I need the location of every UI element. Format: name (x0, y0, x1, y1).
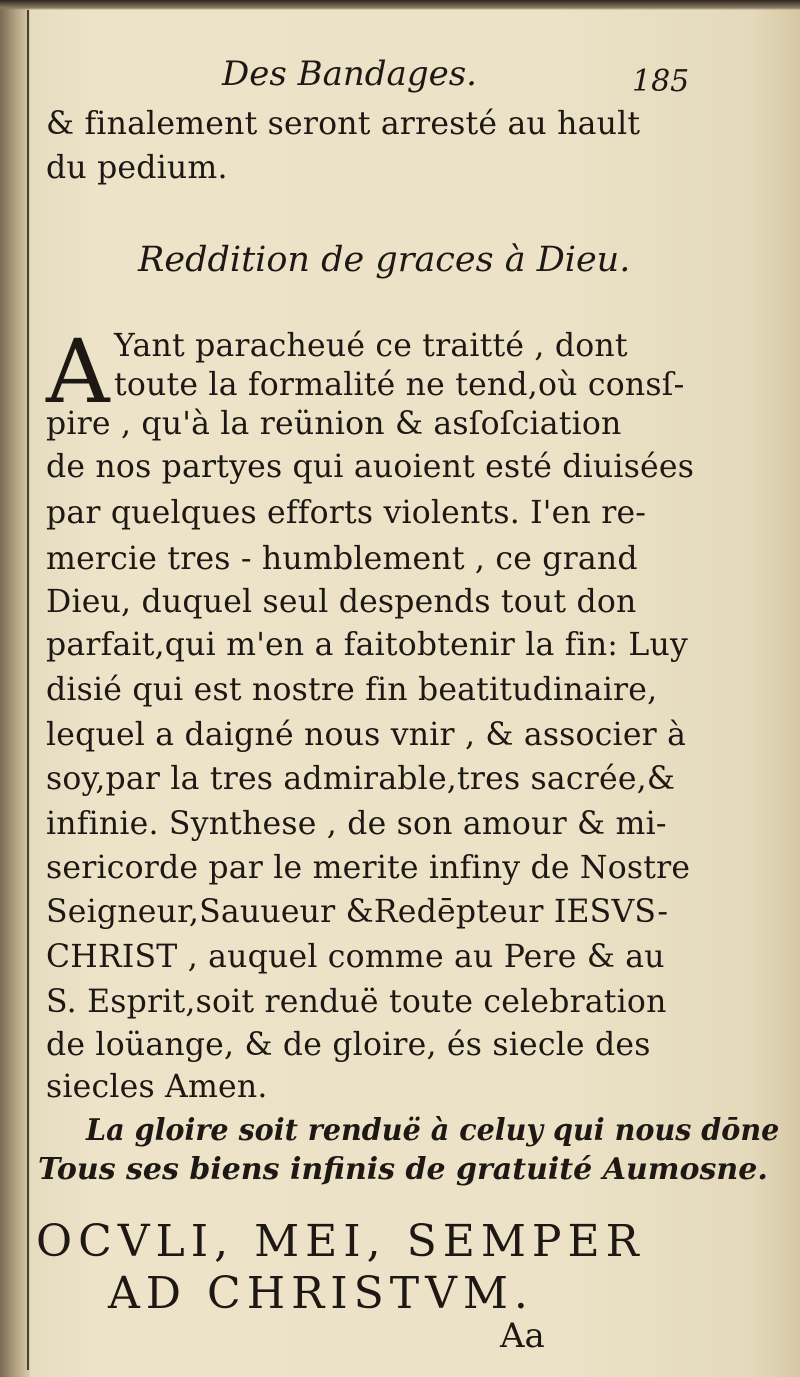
running-head: Des Bandages. (222, 54, 477, 94)
paragraph-line: sericorde par le merite infiny de Nostre (46, 850, 691, 886)
paragraph-line: Seigneur,Sauueur &Redēpteur IESVS- (46, 894, 669, 930)
paragraph-line: mercie tres - humblement , ce grand (46, 541, 638, 577)
paragraph-line: lequel a daigné nous vnir , & associer à (46, 717, 687, 753)
paragraph-line: toute la formalité ne tend,où consſ- (114, 367, 685, 403)
drop-cap: A (46, 320, 110, 423)
paragraph-line: de nos partyes qui auoient esté diuisées (46, 449, 695, 485)
paragraph-line: infinie. Synthese , de son amour & mi- (46, 806, 667, 842)
motto-line-1: OCVLI, MEI, SEMPER (36, 1216, 645, 1267)
paragraph-line: Yant paracheué ce traitté , dont (114, 328, 628, 364)
binding-gutter (0, 0, 30, 1377)
paragraph-line: S. Esprit,soit renduë toute celebration (46, 984, 667, 1020)
paragraph-line: disié qui est nostre fin beatitudinaire, (46, 672, 658, 708)
paragraph-line: siecles Amen. (46, 1069, 268, 1105)
paragraph-line: par quelques efforts violents. I'en re- (46, 495, 647, 531)
motto-line-2: AD CHRISTVM. (108, 1268, 534, 1319)
paragraph-line: soy,par la tres admirable,tres sacrée,& (46, 761, 676, 797)
page-top-shadow (0, 0, 800, 10)
maxim-line-2: Tous ses biens infinis de gratuité Aumosne. (38, 1152, 768, 1187)
paragraph-line: CHRIST , auquel comme au Pere & au (46, 939, 665, 975)
maxim-line-1: La gloire soit renduë à celuy qui nous dōne (86, 1113, 780, 1148)
paragraph-line: de loüange, & de gloire, és siecle des (46, 1027, 651, 1063)
continuation-line-2: du pedium. (46, 150, 228, 186)
section-title: Reddition de graces à Dieu. (138, 240, 631, 280)
page-edge-line (27, 10, 29, 1370)
paragraph-line: pire , qu'à la reünion & asſoſciation (46, 406, 622, 442)
continuation-line-1: & finalement seront arresté au hault (46, 106, 641, 142)
catchword: Aa (500, 1316, 545, 1356)
paragraph-line: Dieu, duquel seul despends tout don (46, 584, 637, 620)
paragraph-line: parfait,qui m'en a faitobtenir la fin: Luy (46, 627, 688, 663)
page-number: 185 (632, 64, 690, 99)
